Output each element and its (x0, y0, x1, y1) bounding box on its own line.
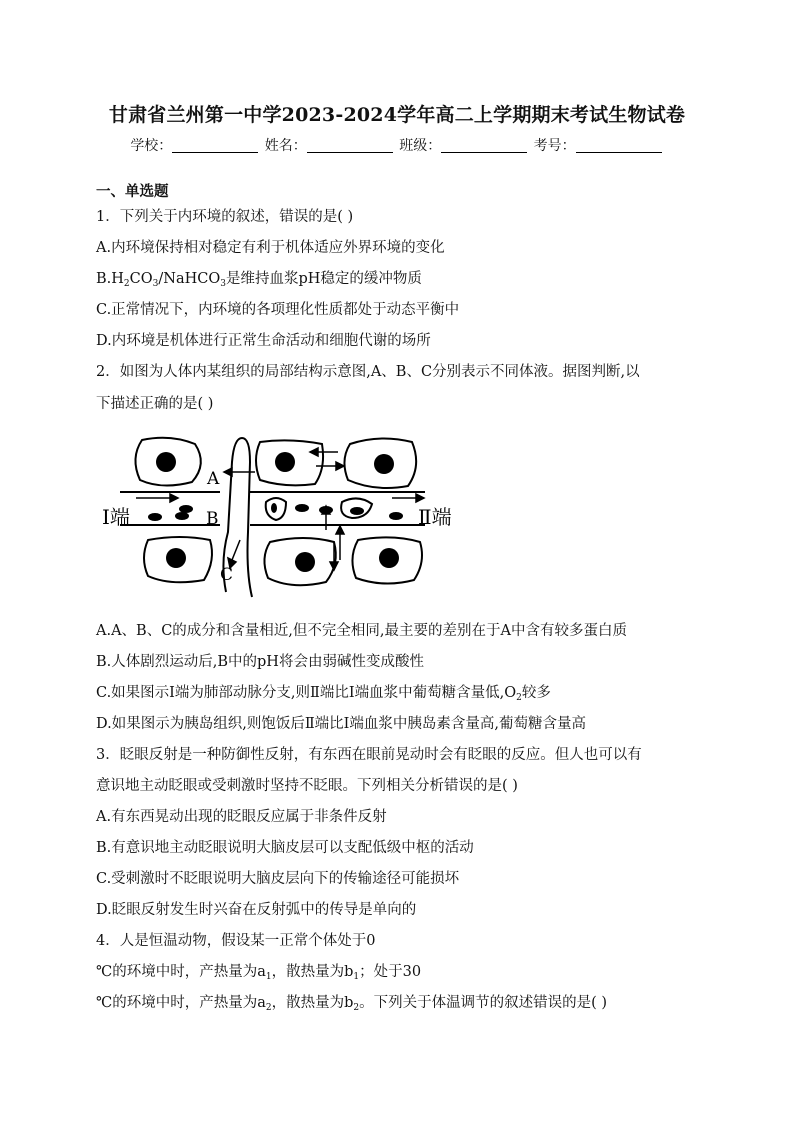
q3-option-b: B.有意识地主动眨眼说明大脑皮层可以支配低级中枢的活动 (96, 840, 474, 856)
q2-stem-line2: 下描述正确的是( ) (96, 396, 214, 412)
q2-stem-line1: 2．如图为人体内某组织的局部结构示意图,A、B、C分别表示不同体液。据图判断,以 (96, 364, 640, 380)
q2-option-b: B.人体剧烈运动后,B中的pH将会由弱碱性变成酸性 (96, 654, 424, 670)
cell-nucleus (374, 454, 394, 474)
school-blank (172, 138, 258, 153)
class-blank (441, 138, 527, 153)
q4-stem-line1: 4．人是恒温动物，假设某一正常个体处于0 (96, 933, 376, 949)
name-label: 姓名： (264, 138, 307, 154)
blood-cell (179, 505, 193, 513)
q1-option-b: $B.H_2CO_3/NaHCO_3$是维持血浆pH稳定的缓冲物质 (96, 271, 422, 289)
tissue-structure-diagram (100, 432, 460, 602)
blood-cell (350, 507, 364, 515)
cell-nucleus (379, 548, 399, 568)
q3-stem-line1: 3．眨眼反射是一种防御性反射，有东西在眼前晃动时会有眨眼的反应。但人也可以有 (96, 747, 642, 763)
blood-cell (148, 513, 162, 521)
q3-option-d: D.眨眼反射发生时兴奋在反射弧中的传导是单向的 (96, 902, 417, 918)
q1-option-c: C.正常情况下，内环境的各项理化性质都处于动态平衡中 (96, 302, 460, 318)
school-label: 学校： (130, 138, 173, 154)
q4-stem-line2: ℃的环境中时，产热量为$a_1$，散热量为$b_1$；处于30 (96, 964, 422, 982)
cell-nucleus (295, 552, 315, 572)
label-b: B (206, 509, 219, 529)
blood-cell (271, 503, 277, 513)
end-2-label: Ⅱ端 (418, 505, 452, 529)
q4-stem-line3: ℃的环境中时，产热量为$a_2$，散热量为$b_2$。下列关于体温调节的叙述错误的是( ) (96, 995, 608, 1013)
q1-option-a: A.内环境保持相对稳定有利于机体适应外界环境的变化 (96, 240, 445, 256)
q1-option-d: D.内环境是机体进行正常生命活动和细胞代谢的场所 (96, 333, 431, 349)
student-info-line (0, 135, 794, 155)
q3-option-a: A.有东西晃动出现的眨眼反应属于非条件反射 (96, 809, 387, 825)
q2-option-d: D.如果图示为胰岛组织,则饱饭后Ⅱ端比Ⅰ端血浆中胰岛素含量高,葡萄糖含量高 (96, 716, 587, 732)
name-blank (307, 138, 393, 153)
q1-stem: 1．下列关于内环境的叙述，错误的是( ) (96, 209, 354, 225)
blood-cell (295, 504, 309, 512)
q3-option-c: C.受刺激时不眨眼说明大脑皮层向下的传输途径可能损坏 (96, 871, 460, 887)
number-label: 考号： (533, 138, 576, 154)
cell-nucleus (156, 452, 176, 472)
end-1-label: Ⅰ端 (102, 505, 130, 529)
cell-nucleus (166, 548, 186, 568)
blood-cell (389, 512, 403, 520)
q2-option-c: C.如果图示Ⅰ端为肺部动脉分支,则Ⅱ端比Ⅰ端血浆中葡萄糖含量低$,O_2$较多 (96, 685, 551, 703)
class-label: 班级： (399, 138, 442, 154)
label-a: A (207, 469, 220, 489)
q2-option-a: A.A、B、C的成分和含量相近,但不完全相同,最主要的差别在于A中含有较多蛋白质 (96, 623, 627, 639)
page-title: 甘肃省兰州第一中学2023-2024学年高二上学期期末考试生物试卷 (108, 104, 686, 126)
q3-stem-line2: 意识地主动眨眼或受刺激时坚持不眨眼。下列相关分析错误的是( ) (96, 778, 518, 794)
section-heading: 一、单选题 (96, 183, 169, 200)
label-c: C (220, 565, 234, 585)
cell-nucleus (275, 452, 295, 472)
number-blank (576, 138, 662, 153)
blood-cell (175, 512, 189, 520)
